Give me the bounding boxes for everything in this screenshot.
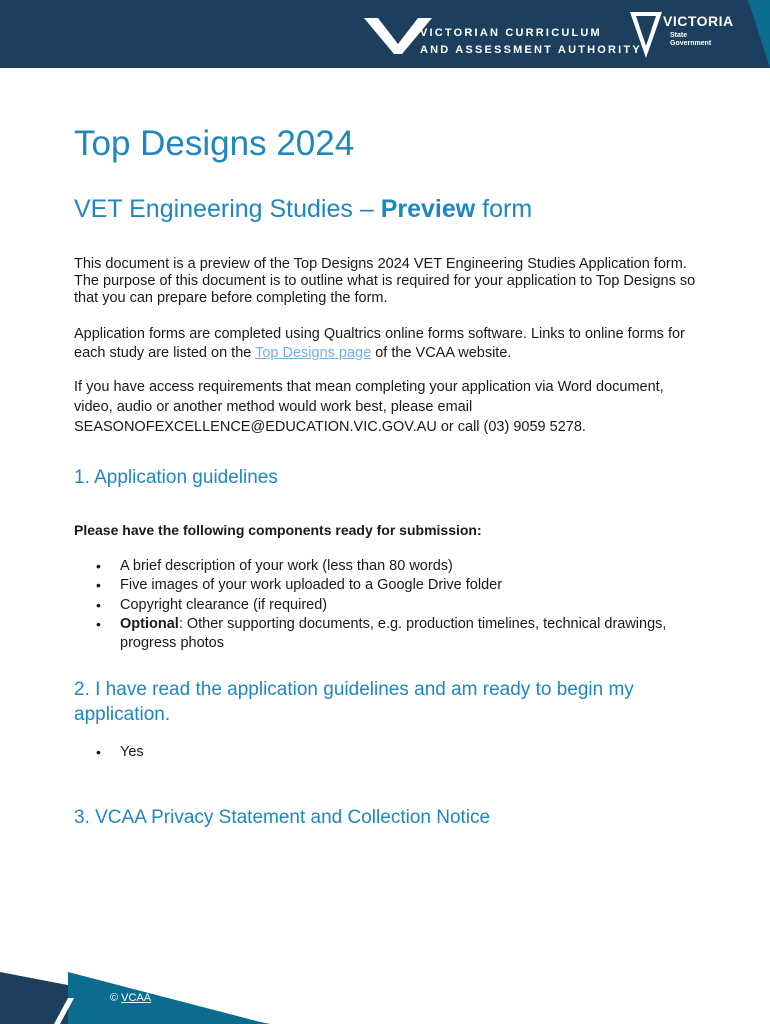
forms-paragraph	[74, 325, 704, 363]
vcaa-wordmark-line1: VICTORIAN CURRICULUM	[420, 27, 602, 39]
list-item: • A brief description of your work (less than 80 words)	[74, 557, 704, 576]
intro-paragraph: This document is a preview of the Top Designs 2024 VET Engineering Studies Application form. The purpose of this document is to outline what is required for your application to Top Designs so that you can prepare before completing the form.	[74, 256, 696, 306]
section-heading-application-guidelines: 1. Application guidelines	[74, 467, 278, 488]
components-list	[74, 557, 704, 653]
section-heading-privacy-statement: 3. VCAA Privacy Statement and Collection Notice	[74, 806, 491, 828]
subtitle-pre: VET Engineering Studies –	[74, 195, 381, 223]
list-item-optional	[74, 615, 704, 654]
document-body	[74, 120, 704, 830]
access-paragraph: If you have access requirements that mean completing your application via Word document, video, audio or another method would work best, please email SEASONOFEXCELLENCE@EDUCATION.VIC.GOV.AU or call (03) 9059 5278.	[74, 379, 664, 435]
vcaa-footer-link[interactable]: VCAA	[121, 992, 152, 1004]
section-heading-ready-to-begin: 2. I have read the application guidelines and am ready to begin my application.	[74, 679, 634, 726]
vcaa-wordmark	[420, 25, 642, 59]
ready-options-list	[74, 743, 704, 762]
option-yes: • Yes	[74, 743, 704, 762]
page-subtitle	[74, 192, 704, 226]
forms-paragraph-pre: Application forms are completed using Qualtrics online forms software. Links to online forms for each study are listed on the	[74, 326, 685, 361]
footer-band-teal	[68, 972, 268, 1024]
victoria-wordmark: VICTORIA	[663, 13, 734, 29]
optional-label: Optional	[120, 615, 179, 632]
forms-paragraph-post: of the VCAA website.	[371, 345, 512, 361]
header-accent	[748, 0, 770, 68]
subtitle-bold: Preview	[380, 195, 476, 223]
footer-slash-icon	[54, 998, 76, 1024]
copyright-symbol: ©	[110, 992, 119, 1004]
components-lead: Please have the following components ready for submission:	[74, 522, 482, 538]
vcaa-wordmark-line2: AND ASSESSMENT AUTHORITY	[420, 44, 642, 56]
state-label: State	[670, 32, 688, 39]
subtitle-post: form	[475, 195, 533, 223]
government-label: Government	[670, 40, 712, 47]
list-item: • Five images of your work uploaded to a Google Drive folder	[74, 576, 704, 595]
page-title: Top Designs 2024	[74, 124, 355, 163]
state-government-label	[670, 32, 711, 48]
list-item: • Copyright clearance (if required)	[74, 596, 704, 615]
footer-copyright	[110, 992, 151, 1004]
top-designs-page-link[interactable]: Top Designs page	[255, 345, 372, 361]
optional-text: : Other supporting documents, e.g. production timelines, technical drawings, progress photos	[120, 615, 667, 652]
